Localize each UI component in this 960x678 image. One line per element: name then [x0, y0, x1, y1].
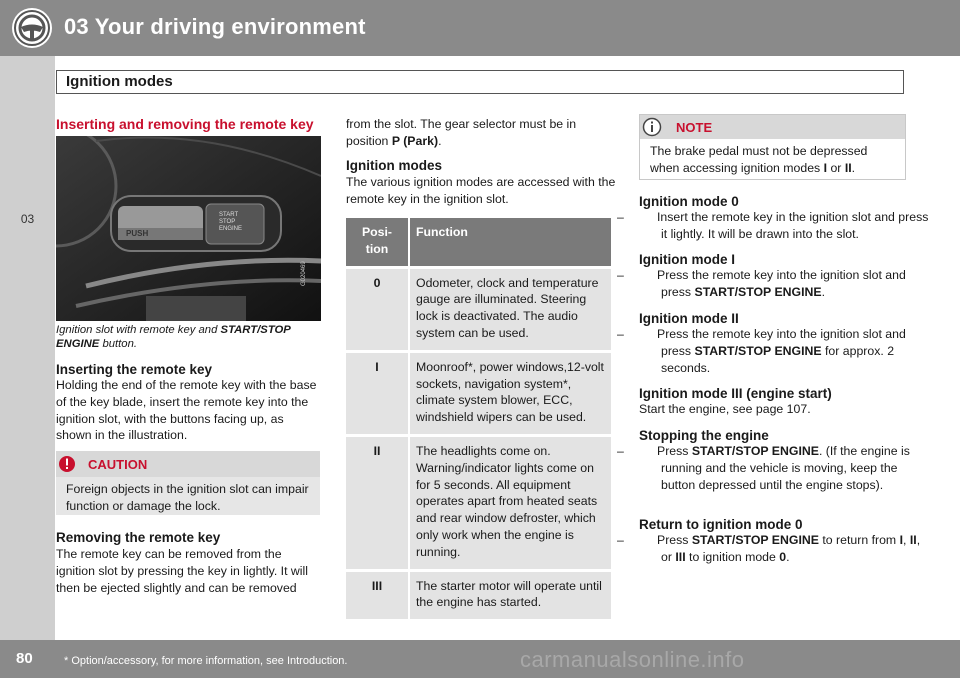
return-heading: Return to ignition mode 0: [639, 517, 803, 532]
position-cell: II: [346, 435, 409, 570]
chapter-side-tab: [0, 56, 55, 640]
table-row: [346, 267, 611, 351]
photo-caption: Ignition slot with remote key and START/STOP ENGINE button.: [56, 324, 291, 350]
section-title: Ignition modes: [66, 73, 173, 90]
warning-icon: [58, 455, 76, 478]
ignition-modes-heading: Ignition modes: [346, 158, 442, 173]
removing-text-continued: from the slot. The gear selector must be in position P (Park).: [346, 117, 577, 148]
start-stop-engine-label: START STOP ENGINE: [219, 212, 243, 232]
modeII-step: – Press the remote key into the ignition slot and press START/STOP ENGINE for approx. 2 seconds.: [617, 327, 906, 375]
note-title: NOTE: [676, 120, 713, 135]
column-header-function: Function: [409, 218, 611, 267]
steering-wheel-icon: [12, 8, 52, 48]
ignition-modes-text: The various ignition modes are accessed with the remote key in the ignition slot.: [346, 175, 616, 206]
caution-text: Foreign objects in the ignition slot can impair function or damage the lock.: [66, 482, 309, 513]
ignition-modes-table: [346, 218, 611, 619]
mode0-heading: Ignition mode 0: [639, 194, 739, 209]
photo-code: G020469: [301, 261, 307, 286]
function-cell: The headlights come on. Warning/indicator lights come on for 5 seconds. All equipment operates apart from heated seats and rear window defroster, which only work when the engine is running.: [409, 435, 611, 570]
function-cell: Moonroof*, power windows,12-volt sockets, navigation system*, climate system blower, ECC, windshield wipers can be used.: [409, 351, 611, 435]
side-tab-number: 03: [20, 212, 35, 226]
stop-step: – Press START/STOP ENGINE. (If the engine is running and the vehicle is moving, keep the button depressed until the engine stops).: [617, 444, 910, 492]
modeII-heading: Ignition mode II: [639, 311, 739, 326]
watermark: carmanualsonline.info: [520, 647, 745, 672]
column-header-position: Posi-tion: [346, 218, 409, 267]
table-row: [346, 570, 611, 619]
inserting-heading: Inserting the remote key: [56, 362, 213, 377]
push-label: PUSH: [126, 229, 149, 238]
function-cell: The starter motor will operate until the engine has started.: [409, 570, 611, 619]
table-row: [346, 435, 611, 570]
footnote: * Option/accessory, for more information, see Introduction.: [64, 655, 348, 667]
chapter-title: 03 Your driving environment: [64, 14, 366, 39]
ignition-slot-photo: [56, 136, 321, 321]
table-header-row: [346, 218, 611, 267]
main-heading: Inserting and removing the remote key: [56, 116, 314, 132]
info-icon: [642, 117, 662, 142]
modeI-step: – Press the remote key into the ignition slot and press START/STOP ENGINE.: [617, 268, 906, 299]
position-cell: III: [346, 570, 409, 619]
removing-text: The remote key can be removed from the ignition slot by pressing the key in lightly. It will then be ejected slightly and can be removed: [56, 547, 308, 595]
note-text: The brake pedal must not be depressed when accessing ignition modes I or II.: [650, 144, 868, 175]
table-row: [346, 351, 611, 435]
removing-heading: Removing the remote key: [56, 530, 221, 545]
modeI-heading: Ignition mode I: [639, 252, 735, 267]
mode0-step: – Insert the remote key in the ignition slot and press it lightly. It will be drawn into the slot.: [617, 210, 929, 241]
position-cell: I: [346, 351, 409, 435]
section-title-box: [56, 70, 904, 94]
function-cell: Odometer, clock and temperature gauge are illuminated. Steering lock is deactivated. The audio system can be used.: [409, 267, 611, 351]
stop-heading: Stopping the engine: [639, 428, 769, 443]
position-cell: 0: [346, 267, 409, 351]
inserting-text: Holding the end of the remote key with the base of the key blade, insert the remote key into the ignition slot, with the buttons facing up, as shown in the illustration.: [56, 378, 317, 443]
caution-title: CAUTION: [88, 457, 148, 472]
page-number: 80: [16, 650, 33, 667]
modeIII-text: Start the engine, see page 107.: [639, 402, 811, 416]
modeIII-heading: Ignition mode III (engine start): [639, 386, 832, 401]
return-step: – Press START/STOP ENGINE to return from I, II, or III to ignition mode 0.: [617, 533, 921, 564]
